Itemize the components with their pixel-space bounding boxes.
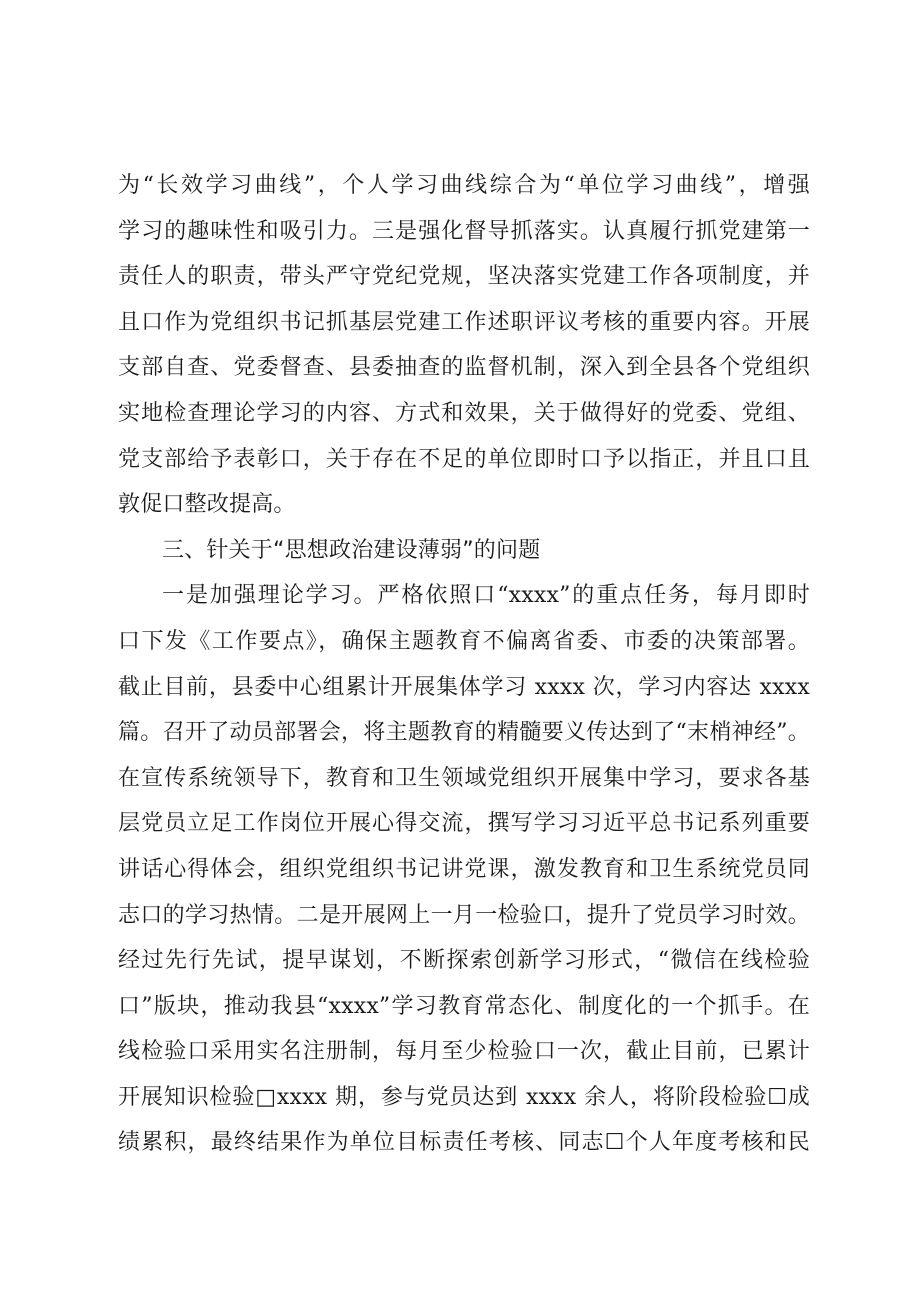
text-line: 线检验口采用实名注册制，每月至少检验口一次，截止目前，已累计	[118, 1039, 810, 1065]
text-line: 开展知识检验□xxxx 期，参与党员达到 xxxx 余人，将阶段检验☐成	[118, 1084, 810, 1110]
text-line: 支部自查、党委督查、县委抽查的监督机制，深入到全县各个党组织	[118, 355, 810, 381]
text-line: 绩累积，最终结果作为单位目标责任考核、同志☐个人年度考核和民	[118, 1130, 810, 1156]
text-line: 讲话心得体会，组织党组织书记讲党课，激发教育和卫生系统党员同	[118, 856, 810, 882]
text-line: 层党员立足工作岗位开展心得交流，撰写学习习近平总书记系列重要	[118, 811, 810, 837]
text-line: 一是加强理论学习。严格依照口“xxxx”的重点任务，每月即时	[162, 583, 810, 609]
text-line: 党支部给予表彰口，关于存在不足的单位即时口予以指正，并且口且	[118, 446, 810, 472]
text-line: 口下发《工作要点》，确保主题教育不偏离省委、市委的决策部署。	[118, 628, 810, 654]
text-line: 且口作为党组织书记抓基层党建工作述职评议考核的重要内容。开展	[118, 309, 810, 335]
paragraph-study-curve	[118, 163, 810, 528]
text-line: 篇。召开了动员部署会，将主题教育的精髓要义传达到了“末梢神经”。	[118, 720, 810, 746]
text-line: 学习的趣味性和吸引力。三是强化督导抓落实。认真履行抓党建第一	[118, 218, 810, 244]
document-body	[118, 163, 810, 1166]
text-line: 在宣传系统领导下，教育和卫生领域党组织开展集中学习，要求各基	[118, 765, 810, 791]
text-line: 志口的学习热情。二是开展网上一月一检验口，提升了党员学习时效。	[118, 902, 810, 928]
text-line: 责任人的职责，带头严守党纪党规，坚决落实党建工作各项制度，并	[118, 264, 810, 290]
paragraph-theory-study	[118, 573, 810, 1166]
text-line: 截止目前，县委中心组累计开展集体学习 xxxx 次，学习内容达 xxxx	[118, 674, 810, 700]
text-line: 经过先行先试，提早谋划，不断探索创新学习形式，“微信在线检验	[118, 948, 810, 974]
text-line: 口”版块，推动我县“xxxx”学习教育常态化、制度化的一个抓手。在	[118, 993, 810, 1019]
text-line: 为“长效学习曲线”，个人学习曲线综合为“单位学习曲线”，增强	[118, 173, 810, 198]
section-heading: 三、针关于“思想政治建设薄弱”的问题	[162, 537, 541, 563]
text-line: 敦促口整改提高。	[118, 492, 296, 518]
text-line: 实地检查理论学习的内容、方式和效果，关于做得好的党委、党组、	[118, 400, 810, 426]
